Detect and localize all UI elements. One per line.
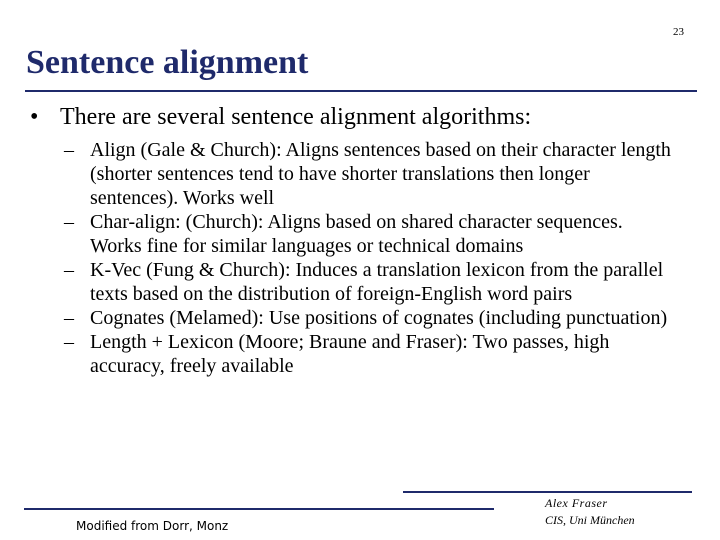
list-item-k-vec — [64, 258, 679, 306]
dash-marker: – — [64, 331, 74, 353]
list-item-align — [64, 138, 679, 210]
slide-number: 23 — [673, 26, 684, 38]
footer-rule-right — [403, 491, 692, 493]
footer-author: Alex Fraser — [545, 496, 608, 510]
list-item-text: K-Vec (Fung & Church): Induces a translation lexicon from the parallel texts based on the distribution of foreign-English word pairs — [90, 259, 664, 305]
slide-title: Sentence alignment — [26, 44, 309, 81]
footer-rule-left — [24, 508, 494, 510]
dash-marker: – — [64, 259, 74, 281]
list-item-text: Char-align: (Church): Aligns based on shared character sequences. Works fine for similar languages or technical domains — [90, 211, 623, 257]
algorithm-list — [64, 138, 679, 378]
list-item-cognates — [64, 306, 679, 330]
list-item-text: Cognates (Melamed): Use positions of cognates (including punctuation) — [90, 307, 668, 329]
bullet-text: There are several sentence alignment algorithms: — [60, 104, 532, 130]
main-bullet — [30, 103, 690, 131]
list-item-char-align — [64, 210, 679, 258]
footer-affiliation: CIS, Uni München — [545, 513, 635, 527]
footer-credit: Modified from Dorr, Monz — [76, 519, 229, 533]
list-item-text: Align (Gale & Church): Aligns sentences based on their character length (shorter sentences tend to have shorter translations then longer sentences). Works well — [90, 139, 671, 209]
dash-marker: – — [64, 139, 74, 161]
dash-marker: – — [64, 307, 74, 329]
list-item-text: Length + Lexicon (Moore; Braune and Fraser): Two passes, high accuracy, freely available — [90, 331, 610, 377]
title-underline — [25, 90, 697, 92]
list-item-length-lexicon — [64, 330, 679, 378]
bullet-marker: • — [30, 104, 39, 130]
dash-marker: – — [64, 211, 74, 233]
